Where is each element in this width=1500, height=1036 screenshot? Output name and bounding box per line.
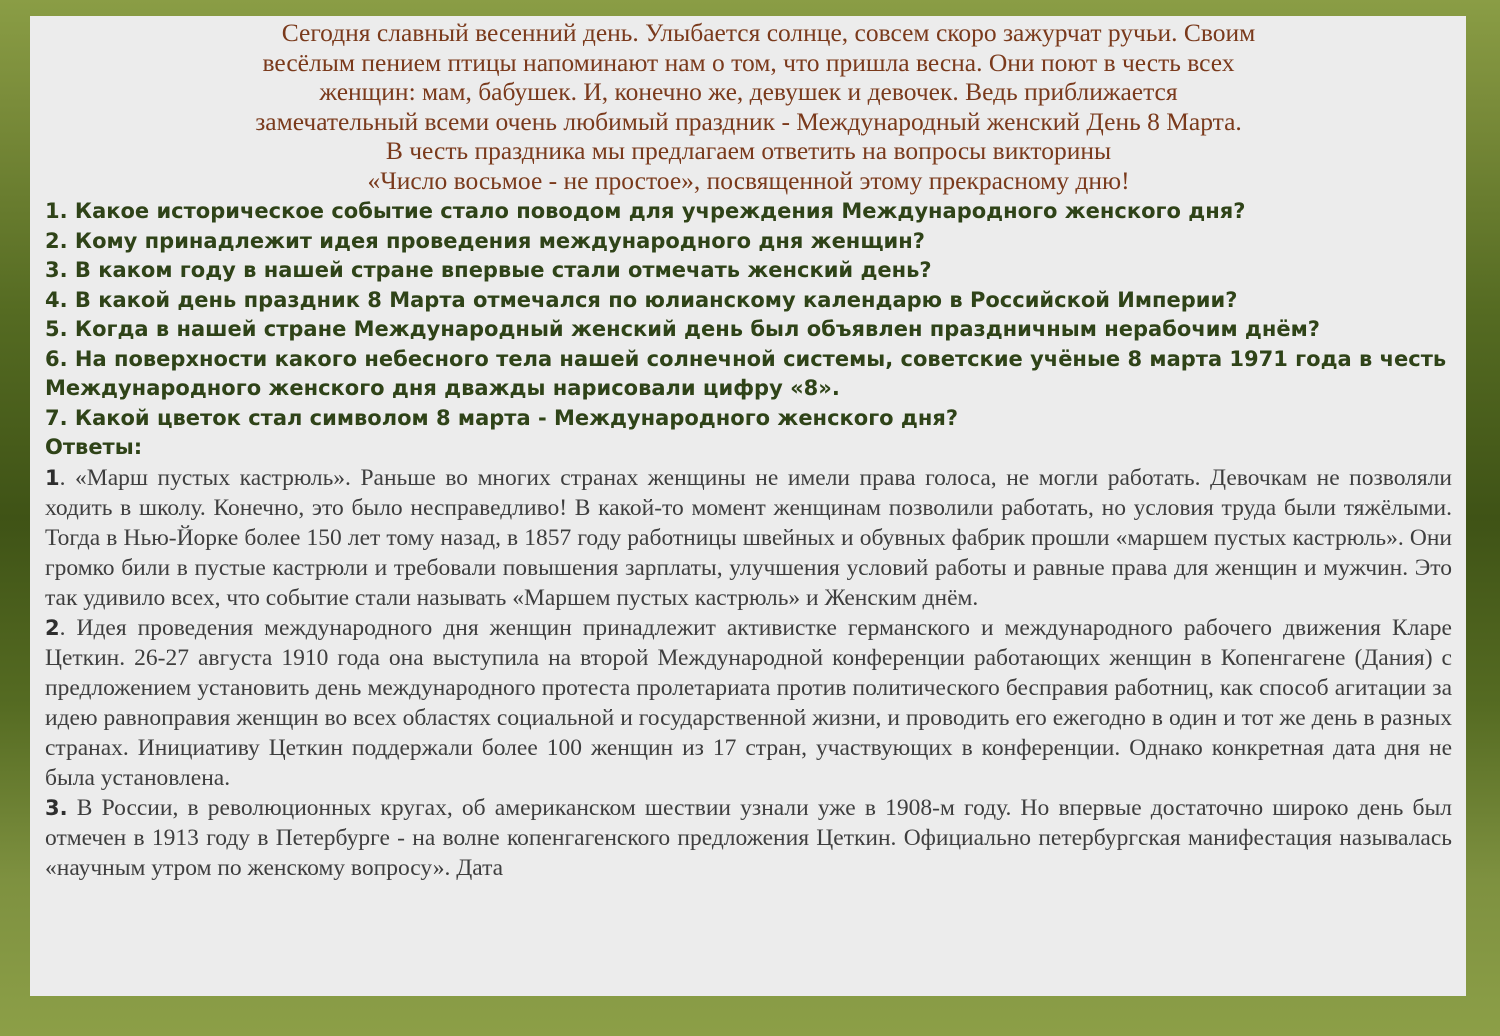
answer-text: В России, в революционных кругах, об американском шествии узнали уже в 1908-м году. Но впервые достаточно широко день был отмечен в 1913 году в Петербурге - на волне копенгагенского предложения Цеткин. Официально петербургская манифестация называлась «научным утром по женскому вопросу». Дата: [45, 794, 1452, 881]
questions-list: [45, 197, 1452, 433]
question-2: 2. Кому принадлежит идея проведения международного дня женщин?: [45, 228, 925, 253]
answer-3: [45, 793, 1452, 883]
intro-line-4: замечательный всеми очень любимый праздник - Международный женский День 8 Марта.: [255, 106, 1242, 136]
answer-number: 3.: [45, 795, 68, 820]
question-5: 5. Когда в нашей стране Международный женский день был объявлен праздничным нерабочим днём?: [45, 317, 1320, 341]
answer-1: [45, 463, 1452, 613]
content-panel: [30, 16, 1466, 996]
question-4: 4. В какой день праздник 8 Марта отмечался по юлианскому календарю в Российской Империи?: [45, 287, 1238, 312]
answer-number: 2: [45, 615, 60, 640]
intro-line-3: женщин: мам, бабушек. И, конечно же, девушек и девочек. Ведь приближается: [319, 77, 1178, 106]
answer-text: . Идея проведения международного дня женщин принадлежит активистке германского и международного рабочего движения Кларе Цеткин. 26-27 августа 1910 года она выступила на второй Международной конференции работающих женщин в Копенгагене (Дания) с предложением установить день международного протеста пролетариата против политического бесправия работниц, как способ агитации за идею равноправия женщин во всех областях социальной и государственной жизни, и проводить его ежегодно в один и тот же день в разных странах. Инициативу Цеткин поддержали более 100 женщин из 17 стран, участвующих в конференции. Однако конкретная дата дня не была установлена.: [45, 614, 1452, 791]
question-7: 7. Какой цветок стал символом 8 марта - Международного женского дня?: [45, 405, 959, 430]
intro-text: [45, 16, 1452, 195]
answer-text: . «Марш пустых кастрюль». Раньше во многих странах женщины не имели права голоса, не могли работать. Девочкам не позволяли ходить в школу. Конечно, это было несправедливо! В какой-то момент женщинам позволили работать, но условия труда были тяжёлыми. Тогда в Нью-Йорке более 150 лет тому назад, в 1857 году работницы швейных и обувных фабрик прошли «маршем пустых кастрюль». Они громко били в пустые кастрюли и требовали повышения зарплаты, улучшения условий работы и равные права для женщин и мужчин. Это так удивило всех, что событие стали называть «Маршем пустых кастрюль» и Женским днём.: [45, 464, 1452, 611]
quiz-title-line: «Число восьмое - не простое», посвященной этому прекрасному дню!: [367, 165, 1130, 195]
answers-heading: Ответы:: [45, 435, 143, 459]
intro-line-2: весёлым пением птицы напоминают нам о том, что пришла весна. Они поют в честь всех: [262, 47, 1235, 77]
question-1: 1. Какое историческое событие стало поводом для учреждения Международного женского дня?: [45, 199, 1246, 223]
question-3: 3. В каком году в нашей стране впервые стали отмечать женский день?: [45, 258, 932, 282]
intro-line-5: В честь праздника мы предлагаем ответить на вопросы викторины: [385, 136, 1112, 165]
intro-line-1: Сегодня славный весенний день. Улыбается солнце, совсем скоро зажурчат ручьи. Своим: [281, 18, 1256, 47]
question-6: 6. На поверхности какого небесного тела нашей солнечной системы, советские учёные 8 марта 1971 года в честь Международного женского дня дважды нарисовали цифру «8».: [45, 346, 1447, 400]
answer-number: 1: [45, 465, 60, 490]
answer-2: [45, 613, 1452, 793]
